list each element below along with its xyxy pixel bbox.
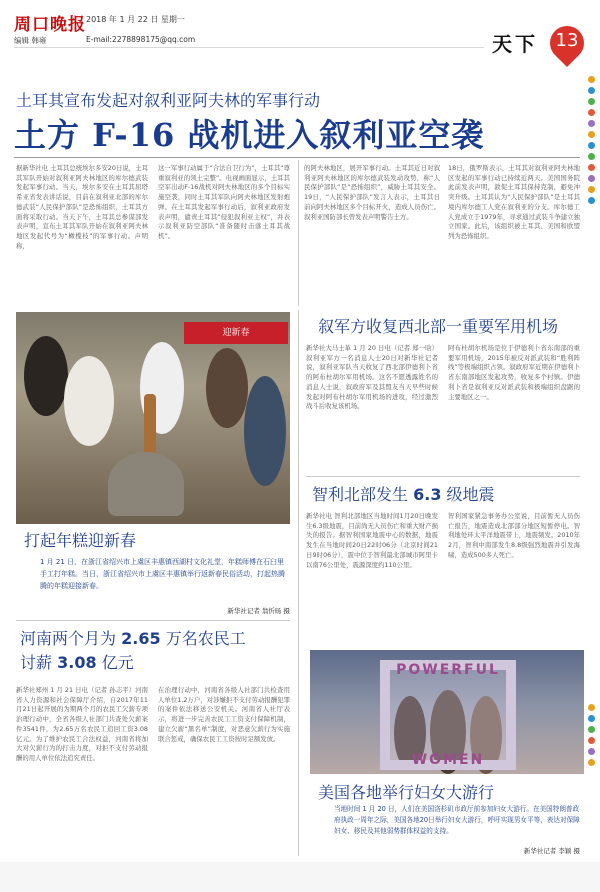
photo-banner: 迎新春 <box>184 322 288 344</box>
lead-column-2: 这一军事行动属于“合法自卫行为”，土耳其“尊重叙利亚的领土完整”。电视画面显示，土耳其空军出动F-16战机对阿夫林地区的多个目标实施空袭，同时土耳其军队向阿夫林地区发射炮弹。在土耳其发起军事行动后，叙利亚政府发表声明，谴责土耳其“侵犯叙利亚主权”，并表示叙利亚防空部队“准备随时击落土耳其战机”。 <box>158 164 290 240</box>
lead-column-4: 18日，俄罗斯表示，土耳其对叙利亚阿夫林地区发起的军事行动已持续近两天。美国国务院此前发表声明，敦促土耳其保持克制，避免冲突升级。土耳其认为“人民保护部队”是土耳其境内库尔德工人党在叙利亚的分支。库尔德工人党成立于1979年，寻求通过武装斗争建立独立国家。此后，该组织被土耳其、美国和欧盟列为恐怖组织。 <box>448 164 580 240</box>
crowd-figure <box>206 348 248 428</box>
chile-column-1: 新华社电 智利北部地区当地时间1月20日晚发生6.3级地震，目前尚无人员伤亡和重大财产损失的报告。据智利国家地震中心的数据，地震发生在当地时间20日22时06分（北京时间21日9时06分），震中位于智利最北部城市阿里卡以南76公里处，震源深度约110公里。 <box>306 512 438 569</box>
lead-column-1: 据新华社电 土耳其总统埃尔多安20日说，土耳其军队开始对叙利亚阿夫林地区的库尔德武装发起军事行动。当天，埃尔多安在土耳其屈塔希亚省发表讲话说，目前在叙利亚北部的库尔德武装“人民保护部队”是恐怖组织，土耳其方面将采取行动。当天下午，土耳其总参谋部发表声明，宣布土耳其军队开始在叙利亚阿夫林地区发起代号为“橄榄枝”的军事行动。声明称， <box>16 164 148 250</box>
chile-magnitude: 6.3 <box>413 485 442 504</box>
side-color-strip <box>585 700 597 820</box>
photo-story-caption: 1 月 21 日，在浙江省绍兴市上虞区丰惠镇西湖村文化礼堂，年糕师傅在石臼里手工打年糕。当日，浙江省绍兴市上虞区丰惠镇举行返新春民俗活动，打起热腾腾的年糕迎接新春。 <box>40 558 285 590</box>
henan-worker-count: 2.65 <box>121 629 161 648</box>
stone-mortar <box>108 452 184 516</box>
womens-march-photo <box>310 650 584 774</box>
henan-wage-amount: 3.08 <box>57 653 97 672</box>
lead-headline: 土方 F-16 战机进入叙利亚空袭 <box>14 116 485 154</box>
chef-figure <box>64 356 114 446</box>
publication-date: 2018 年 1 月 22 日 星期一 <box>86 15 185 24</box>
syria-base-column-1: 新华社大马士革 1 月 20 日电（记者 郑一晗）叙利亚军方一名消息人士20日对新华社记者说，叙利亚军队当天收复了西北部伊德利卜省的阿布杜胡尔军用机场。这名不愿透露姓名的消息人士说，叙政府军及其盟友当天早些时候发起对阿布杜胡尔军用机场的进攻，经过激烈战斗后收复该机场。 <box>306 344 438 411</box>
section-title: 天下 <box>492 32 538 56</box>
sign-text-top: POWERFUL <box>396 662 500 678</box>
sign-text-bottom: WOMEN <box>411 752 485 768</box>
chile-title-prefix: 智利北部发生 <box>312 485 409 504</box>
editor-credit: 编辑 韩雍 <box>14 36 47 45</box>
henan-column-1: 新华社郑州 1 月 21 日电（记者 孙志平）河南省人力资源和社会保障厅介绍，自2017年11月21日起开展的为期两个月的农民工欠薪专项治理行动中，全省各级人社部门共查处欠薪案件3541件，为2.65万名农民工追回工资3.08亿元。为了维护农民工合法权益，河南省将加大对欠薪行为的打击力度，对拒不支付劳动报酬的用人单位依法追究责任。 <box>16 686 148 762</box>
womens-march-title: 美国各地举行妇女大游行 <box>318 783 495 802</box>
paper-name-logo: 周口晚报 <box>14 15 86 35</box>
lead-kicker: 土耳其宣布发起对叙利亚阿夫林的军事行动 <box>16 91 321 110</box>
masthead <box>0 0 600 70</box>
womens-march-credit: 新华社记者 李颖 摄 <box>523 847 580 855</box>
henan-title-line-1 <box>20 626 246 649</box>
page-number: 13 <box>555 30 579 51</box>
rice-cake-photo <box>16 312 290 524</box>
womens-march-caption: 当地时间 1 月 20 日，人们在美国洛杉矶市政厅前参加妇女大游行。在美国特朗普政府执政一周年之际，美国各地20日举行妇女大游行，呼吁实现男女平等，表达对保障妇女、移民及其他弱势群体权益的支持。 <box>334 805 580 835</box>
henan-title-prefix: 河南两个月为 <box>20 629 117 648</box>
chile-quake-title <box>312 482 495 505</box>
henan-title-line-2 <box>20 650 134 673</box>
headline-rule <box>14 157 580 158</box>
henan-column-2: 在治理行动中，河南省各级人社部门共检查用人单位1.2万户，对涉嫌拒不支付劳动报酬犯罪的案件依法移送公安机关。河南省人社厅表示，将进一步完善农民工工资支付保障机制，建立欠薪“黑名单”制度，对恶意欠薪行为实施联合惩戒，确保农民工工资按时足额发放。 <box>158 686 290 743</box>
syria-base-title: 叙军方收复西北部一重要军用机场 <box>318 317 559 336</box>
protest-sign <box>380 660 516 770</box>
section-divider <box>306 476 580 477</box>
page-footer <box>0 862 600 892</box>
column-divider <box>298 160 299 306</box>
side-color-strip <box>585 72 597 342</box>
editor-email: E-mail:2278898175@qq.com <box>86 35 196 44</box>
photo-story-credit: 新华社记者 翁忻旸 摄 <box>227 607 290 615</box>
henan-title2-prefix: 讨薪 <box>20 653 53 672</box>
henan-title-suffix: 万名农民工 <box>165 629 246 648</box>
henan-title2-suffix: 亿元 <box>101 653 134 672</box>
chile-title-suffix: 级地震 <box>446 485 495 504</box>
syria-base-column-2: 阿布杜胡尔机场是位于伊德利卜省东南部的重要军用机场，2015年被反对派武装和“胜利阵线”等极端组织占领。叙政府军近期在伊德利卜省东南部地区发起攻势，收复多个村镇。伊德利卜省是叙利亚反对派武装和极端组织盘踞的主要地区之一。 <box>448 344 580 401</box>
crowd-figure <box>24 336 68 416</box>
photo-story-title: 打起年糕迎新春 <box>24 531 137 550</box>
masthead-rule <box>14 47 484 48</box>
crowd-figure <box>244 376 286 486</box>
lead-column-3: 的阿夫林地区，展开军事行动。土耳其近日对叙利亚阿夫林地区的库尔德武装发动攻势，称“人民保护部队”是“恐怖组织”，威胁土耳其安全。19日，“人民保护部队”发言人表示，土耳其日前向阿夫林地区多个目标开火，造成人员伤亡。叙利亚国防部长曾发表声明警告土方。 <box>304 164 440 221</box>
section-divider <box>16 620 290 621</box>
chile-column-2: 智利国家紧急事务办公室说，目前暂无人员伤亡报告，地震造成北部部分地区短暂停电。智利地处环太平洋地震带上，地震频发。2010年2月，智利中南部发生8.8级强烈地震并引发海啸，造成500多人死亡。 <box>448 512 580 559</box>
column-divider <box>298 310 299 856</box>
